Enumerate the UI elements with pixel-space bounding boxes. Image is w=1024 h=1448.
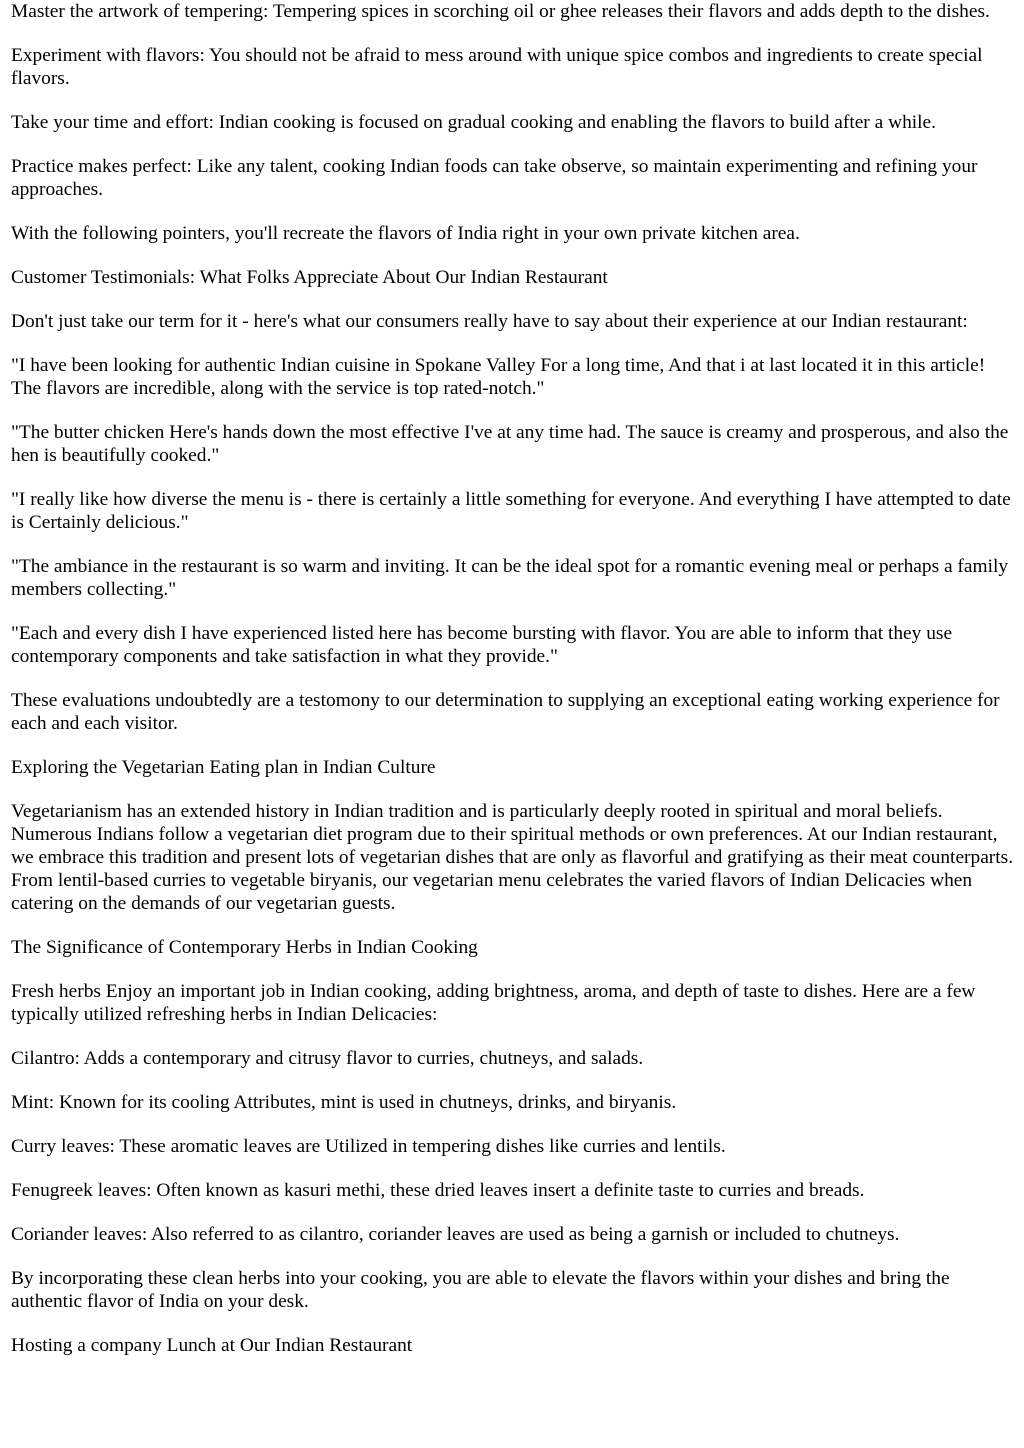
vegetarian-body: Vegetarianism has an extended history in Indian tradition and is particularly deeply rooted in spiritual and moral beliefs. Numerous Indians follow a vegetarian diet program due to their spiritual methods or own preferences. At our Indian restaurant, we embrace this tradition and present lots of vegetarian dishes that are only as flavorful and gratifying as their meat counterparts. From lentil-based curries to vegetable biryanis, our vegetarian menu celebrates the varied flavors of Indian Delicacies when catering on the demands of our vegetarian guests. [11, 801, 1014, 914]
tips-conclusion: With the following pointers, you'll recreate the flavors of India right in your own private kitchen area. [11, 223, 800, 244]
section-heading-herbs: The Significance of Contemporary Herbs in Indian Cooking [11, 937, 478, 958]
section-heading-vegetarian: Exploring the Vegetarian Eating plan in Indian Culture [11, 757, 436, 778]
herb-item-coriander: Coriander leaves: Also referred to as cilantro, coriander leaves are used as being a garnish or included to chutneys. [11, 1224, 900, 1245]
article-body [11, 0, 1016, 1378]
tip-experiment: Experiment with flavors: You should not be afraid to mess around with unique spice combos and ingredients to create special flavors. [11, 45, 983, 89]
section-heading-company-lunch: Hosting a company Lunch at Our Indian Restaurant [11, 1335, 413, 1356]
testimonial-quote: "I have been looking for authentic Indian cuisine in Spokane Valley For a long time, And that i at last located it in this article! The flavors are incredible, along with the service is top rated-notch." [11, 355, 986, 399]
herb-item-mint: Mint: Known for its cooling Attributes, mint is used in chutneys, drinks, and biryanis. [11, 1092, 677, 1113]
testimonial-quote: "The butter chicken Here's hands down the most effective I've at any time had. The sauce is creamy and prosperous, and also the hen is beautifully cooked." [11, 422, 1009, 466]
tip-practice: Practice makes perfect: Like any talent, cooking Indian foods can take observe, so maintain experimenting and refining your approaches. [11, 156, 978, 200]
herb-item-cilantro: Cilantro: Adds a contemporary and citrusy flavor to curries, chutneys, and salads. [11, 1048, 644, 1069]
testimonials-intro: Don't just take our term for it - here's what our consumers really have to say about their experience at our Indian restaurant: [11, 311, 968, 332]
testimonial-quote: "I really like how diverse the menu is - there is certainly a little something for everyone. And everything I have attempted to date is Certainly delicious." [11, 489, 1011, 533]
herbs-conclusion: By incorporating these clean herbs into your cooking, you are able to elevate the flavors within your dishes and bring the authentic flavor of India on your desk. [11, 1268, 950, 1312]
section-heading-testimonials: Customer Testimonials: What Folks Appreciate About Our Indian Restaurant [11, 267, 608, 288]
tip-tempering: Master the artwork of tempering: Tempering spices in scorching oil or ghee releases their flavors and adds depth to the dishes. [11, 1, 990, 22]
testimonial-quote: "The ambiance in the restaurant is so warm and inviting. It can be the ideal spot for a romantic evening meal or perhaps a family members collecting." [11, 556, 1009, 600]
herbs-intro: Fresh herbs Enjoy an important job in Indian cooking, adding brightness, aroma, and depth of taste to dishes. Here are a few typically utilized refreshing herbs in Indian Delicacies: [11, 981, 976, 1025]
herb-item-fenugreek: Fenugreek leaves: Often known as kasuri methi, these dried leaves insert a definite taste to curries and breads. [11, 1180, 865, 1201]
herb-item-curry-leaves: Curry leaves: These aromatic leaves are Utilized in tempering dishes like curries and lentils. [11, 1136, 726, 1157]
testimonials-conclusion: These evaluations undoubtedly are a testomony to our determination to supplying an exceptional eating working experience for each and each visitor. [11, 690, 1000, 734]
tip-time: Take your time and effort: Indian cooking is focused on gradual cooking and enabling the flavors to build after a while. [11, 112, 936, 133]
testimonial-quote: "Each and every dish I have experienced listed here has become bursting with flavor. You are able to inform that they use contemporary components and take satisfaction in what they provide." [11, 623, 953, 667]
